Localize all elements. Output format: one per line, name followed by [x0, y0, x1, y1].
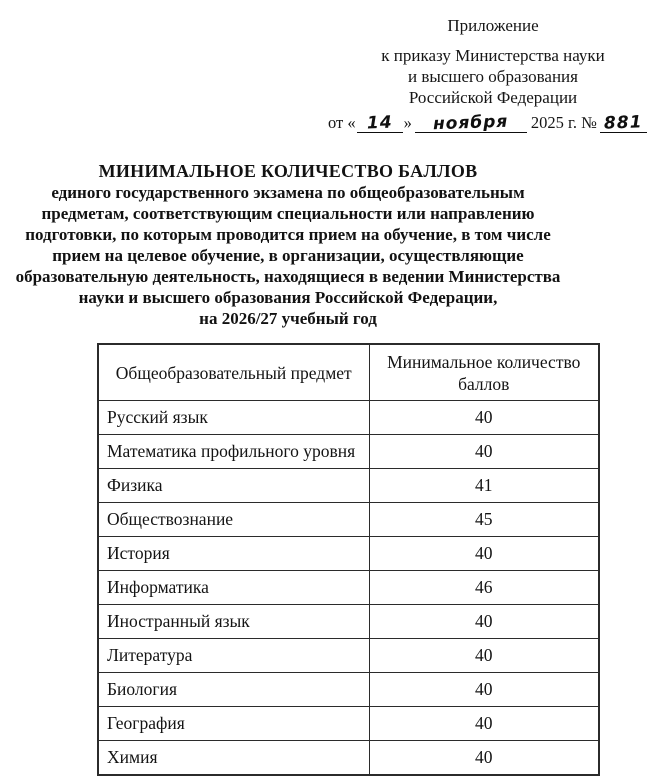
date-prefix: от « [328, 113, 356, 132]
order-reference-line-1: к приказу Министерства науки [381, 46, 605, 65]
table-row [98, 503, 599, 537]
table-row [98, 469, 599, 503]
score-cell: 40 [369, 639, 599, 673]
score-cell: 40 [369, 707, 599, 741]
subject-cell: Литература [98, 639, 369, 673]
handwritten-number-field [600, 114, 647, 133]
min-scores-table [97, 343, 600, 776]
handwritten-month-field [415, 111, 527, 135]
table-row [98, 741, 599, 776]
table-row [98, 401, 599, 435]
score-cell: 41 [369, 469, 599, 503]
score-cell: 46 [369, 571, 599, 605]
table-row [98, 435, 599, 469]
table-row [98, 571, 599, 605]
column-header-subject: Общеобразовательный предмет [98, 344, 369, 401]
handwritten-day-field [357, 114, 403, 133]
title-line-1: МИНИМАЛЬНОЕ КОЛИЧЕСТВО БАЛЛОВ [98, 161, 478, 181]
score-cell: 40 [369, 401, 599, 435]
title-line-6: образовательную деятельность, находящиеся в ведении Министерства [15, 267, 561, 286]
score-cell: 40 [369, 741, 599, 776]
table-row [98, 537, 599, 571]
subject-cell: География [98, 707, 369, 741]
title-line-7: науки и высшего образования Российской Федерации, [78, 288, 498, 307]
score-cell: 40 [369, 605, 599, 639]
order-reference-line-2: и высшего образования [408, 67, 578, 86]
subject-cell: Биология [98, 673, 369, 707]
score-cell: 45 [369, 503, 599, 537]
date-year-label: 2025 г. № [530, 113, 597, 132]
column-header-score: Минимальное количество баллов [369, 344, 599, 401]
subject-cell: История [98, 537, 369, 571]
table-row [98, 707, 599, 741]
subject-cell: Химия [98, 741, 369, 776]
table-header-row [98, 344, 599, 401]
appendix-header [326, 15, 660, 135]
table-row [98, 673, 599, 707]
score-cell: 40 [369, 673, 599, 707]
subject-cell: Обществознание [98, 503, 369, 537]
document-title [13, 161, 563, 329]
handwritten-month: ноября [432, 111, 509, 135]
score-cell: 40 [369, 537, 599, 571]
handwritten-order-number: 881 [603, 112, 643, 134]
score-cell: 40 [369, 435, 599, 469]
title-line-8: на 2026/27 учебный год [199, 309, 377, 328]
title-line-4: подготовки, по которым проводится прием на обучение, в том числе [25, 225, 551, 244]
subject-cell: Иностранный язык [98, 605, 369, 639]
handwritten-day: 14 [366, 112, 393, 134]
title-line-3: предметам, соответствующим специальности или направлению [41, 204, 535, 223]
date-close-quote: » [403, 113, 412, 132]
order-date-line [328, 111, 660, 135]
order-reference-line-3: Российской Федерации [408, 88, 578, 107]
table-row [98, 639, 599, 673]
subject-cell: Русский язык [98, 401, 369, 435]
subject-cell: Математика профильного уровня [98, 435, 369, 469]
table-row [98, 605, 599, 639]
appendix-label: Приложение [447, 16, 539, 35]
subject-cell: Информатика [98, 571, 369, 605]
title-line-5: прием на целевое обучение, в организации, осуществляющие [52, 246, 524, 265]
subject-cell: Физика [98, 469, 369, 503]
title-line-2: единого государственного экзамена по общеобразовательным [51, 183, 525, 202]
